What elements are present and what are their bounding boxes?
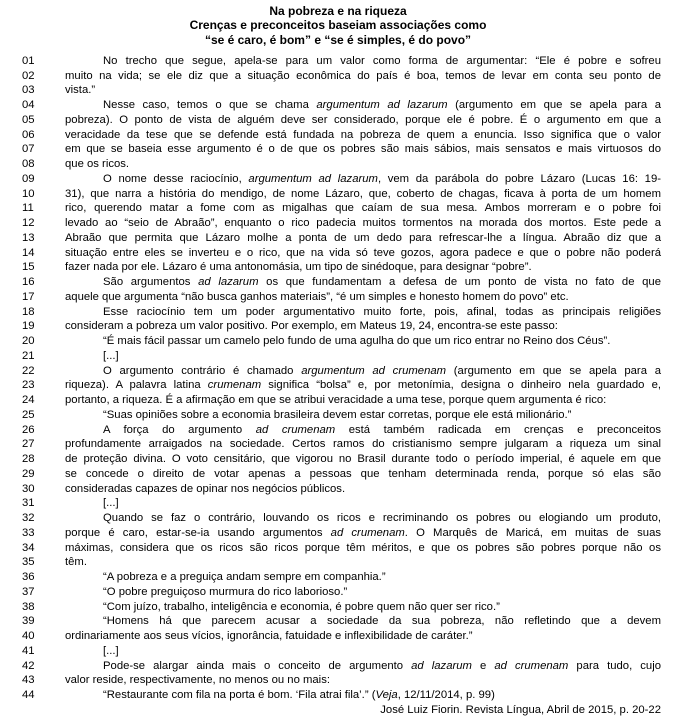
text-line: [0, 98, 676, 113]
line-number: 03: [22, 84, 35, 97]
text-line: [0, 378, 676, 393]
line-text: têm.: [65, 556, 87, 569]
line-text: “Homens há que parecem acusar a sociedade da sua pobreza, não refletindo que a devem: [103, 615, 661, 628]
line-number: 41: [22, 644, 35, 657]
line-text: consideradas capazes de opinar nos negócios públicos.: [65, 482, 346, 495]
line-text: Quando se faz o contrário, louvando os ricos e recriminando os pobres ou elogiando um produto,: [103, 512, 661, 525]
line-number: 14: [22, 246, 35, 259]
text-line: [0, 69, 676, 84]
line-number: 40: [22, 630, 35, 643]
line-text: de proteção divina. O voto censitário, que vigorou no Brasil durante todo o período imperial, é aquele em que: [65, 453, 661, 466]
line-number: 11: [22, 202, 34, 215]
line-text: levado ao “seio de Abraão”, enquanto o rico padecia muitos tormentos na morada dos mortos. Este pede a: [65, 217, 661, 230]
line-text: profundamente arraigados na sociedade. Certos ramos do cristianismo sempre julgaram a riqueza um sinal: [65, 438, 661, 451]
text-line: [0, 260, 676, 275]
document-title: Na pobreza e na riqueza: [269, 4, 407, 18]
text-line: [0, 688, 676, 703]
document-subtitle-line-1: Crenças e preconceitos baseiam associações como: [189, 18, 487, 33]
line-number: 06: [22, 128, 35, 141]
line-text: No trecho que segue, apela-se para um valor como forma de argumentar: “Ele é pobre e sofreu: [103, 54, 661, 67]
line-text: Pode-se alargar ainda mais o conceito de argumento ad lazarum e ad crumenam para tudo, cujo: [103, 659, 661, 672]
line-text: “Restaurante com fila na porta é bom. ‘Fila atrai fila’.” (Veja, 12/11/2014, p. 99): [103, 689, 495, 702]
line-text: “Suas opiniões sobre a economia brasileira devem estar corretas, porque ele está milionário.”: [103, 408, 572, 421]
line-text: situação entre eles se inverteu e o rico, que na vida só teve gozos, agora padece e que o pobre não poderá: [65, 246, 661, 259]
line-number: 29: [22, 467, 35, 480]
line-number: 22: [22, 364, 35, 377]
text-line: [0, 526, 676, 541]
line-text: valor reside, respectivamente, no menos ou no mais:: [65, 674, 330, 687]
line-number: 17: [22, 290, 35, 303]
line-text: fazer nada por ele. Lázaro é uma antonomásia, um tipo de sinédoque, para designar “pobre”.: [65, 261, 532, 274]
line-number: 09: [22, 172, 35, 185]
line-number: 33: [22, 526, 35, 539]
line-text: [...]: [103, 349, 119, 362]
text-line: [0, 673, 676, 688]
line-number: 15: [22, 261, 35, 274]
text-lines: [0, 54, 676, 703]
line-number: 28: [22, 453, 35, 466]
text-line: [0, 570, 676, 585]
line-text: O nome desse raciocínio, argumentum ad lazarum, vem da parábola do pobre Lázaro (Lucas 16: 19-: [103, 172, 662, 185]
line-text: vista.”: [65, 84, 96, 97]
text-line: [0, 467, 676, 482]
line-number: 24: [22, 394, 35, 407]
line-text: portanto, a riqueza. É a afirmação em que se atribui veracidade a uma tese, porque quem argumenta é rico:: [65, 394, 607, 407]
line-text: em que se baseia esse argumento é o de que os pobres são mais sábios, mais sensatos e mais virtuosos do: [65, 143, 661, 156]
line-number: 04: [22, 99, 35, 112]
text-line: [0, 644, 676, 659]
text-line: [0, 201, 676, 216]
text-line: [0, 83, 676, 98]
line-number: 21: [22, 349, 35, 362]
line-text: “O pobre preguiçoso murmura do rico laborioso.”: [103, 585, 348, 598]
line-text: Nesse caso, temos o que se chama argumentum ad lazarum (argumento em que se apela para a: [103, 99, 661, 112]
text-line: [0, 128, 676, 143]
line-number: 20: [22, 335, 35, 348]
text-line: [0, 659, 676, 674]
text-line: [0, 172, 676, 187]
text-line: [0, 541, 676, 556]
text-line: [0, 334, 676, 349]
text-line: [0, 54, 676, 69]
line-text: “Com juízo, trabalho, inteligência e economia, é pobre quem não quer ser rico.”: [103, 600, 500, 613]
text-line: [0, 216, 676, 231]
line-number: 23: [22, 379, 35, 392]
line-text: riqueza). A palavra latina crumenam significa “bolsa” e, por metonímia, designa o dinheiro nela guardado e,: [65, 379, 661, 392]
line-number: 32: [22, 512, 35, 525]
title-block: [0, 4, 676, 47]
line-number: 36: [22, 571, 35, 584]
text-line: [0, 319, 676, 334]
text-line: [0, 511, 676, 526]
line-text: O argumento contrário é chamado argumentum ad crumenam (argumento em que se apela para a: [103, 364, 662, 377]
line-number: 30: [22, 482, 35, 495]
text-line: [0, 364, 676, 379]
line-text: [...]: [103, 644, 119, 657]
line-text: A força do argumento ad crumenam está também radicada em crenças e preconceitos: [103, 423, 661, 436]
line-text: [...]: [103, 497, 119, 510]
line-text: “A pobreza e a preguiça andam sempre em companhia.”: [103, 571, 386, 584]
text-line: [0, 555, 676, 570]
text-line: [0, 437, 676, 452]
source-attribution: José Luiz Fiorin. Revista Língua, Abril de 2015, p. 20-22: [380, 703, 661, 716]
line-text: se concede o direito de votar apenas a pessoas que tenham determinada renda, porque só elas são: [65, 467, 661, 480]
text-line: [0, 187, 676, 202]
line-number: 01: [22, 54, 35, 67]
line-number: 16: [22, 276, 35, 289]
line-number: 07: [22, 143, 35, 156]
line-text: muito na vida; se ele diz que a situação econômica do país é boa, temos de levar em conta seu ponto de: [65, 69, 661, 82]
line-number: 43: [22, 674, 35, 687]
line-text: 31), que narra a história do mendigo, de nome Lázaro, que, coberto de chagas, ficava à porta de um homem: [65, 187, 661, 200]
line-text: Abraão que permita que Lázaro molhe a ponta de um dedo para refrescar-lhe a língua. Abraão diz que a: [65, 231, 661, 244]
text-line: [0, 393, 676, 408]
line-number: 13: [22, 231, 35, 244]
line-text: máximas, considera que os ricos são ricos porque têm méritos, e que os pobres são pobres porque não os: [65, 541, 661, 554]
text-line: [0, 600, 676, 615]
line-text: Esse raciocínio tem um poder argumentativo muito forte, pois, afinal, todas as principais religiões: [103, 305, 661, 318]
text-line: [0, 452, 676, 467]
line-number: 08: [22, 158, 35, 171]
line-number: 05: [22, 113, 35, 126]
text-line: [0, 275, 676, 290]
text-line: [0, 349, 676, 364]
line-number: 18: [22, 305, 35, 318]
line-number: 34: [22, 541, 35, 554]
line-text: veracidade da tese que se defende está fundada na pobreza de quem a enuncia. Isso significa que o valor: [65, 128, 661, 141]
text-line: [0, 113, 676, 128]
text-line: [0, 496, 676, 511]
line-number: 02: [22, 69, 35, 82]
text-line: [0, 246, 676, 261]
text-line: [0, 305, 676, 320]
text-line: [0, 614, 676, 629]
line-number: 38: [22, 600, 35, 613]
document-subtitle-line-2: “se é caro, é bom” e “se é simples, é do povo”: [204, 32, 472, 47]
text-line: [0, 290, 676, 305]
text-line: [0, 142, 676, 157]
line-number: 35: [22, 556, 35, 569]
line-text: São argumentos ad lazarum os que fundamentam a defesa de um ponto de vista no fato de que: [103, 276, 661, 289]
line-number: 27: [22, 438, 35, 451]
text-line: [0, 408, 676, 423]
line-number: 39: [22, 615, 35, 628]
line-text: consideram a pobreza um valor positivo. Por exemplo, em Mateus 19, 24, encontra-se este passo:: [65, 320, 558, 333]
text-line: [0, 482, 676, 497]
line-number: 37: [22, 585, 35, 598]
line-number: 12: [22, 217, 35, 230]
line-number: 26: [22, 423, 35, 436]
text-line: [0, 585, 676, 600]
text-line: [0, 629, 676, 644]
line-text: porque é caro, estar-se-ia usando argumentos ad crumenam. O Marquês de Maricá, em muitas de suas: [65, 526, 661, 539]
line-number: 10: [22, 187, 35, 200]
line-text: “É mais fácil passar um camelo pelo fundo de uma agulha do que um rico entrar no Reino dos Céus”.: [103, 335, 611, 348]
line-number: 44: [22, 689, 35, 702]
line-text: pobreza). O ponto de vista de alguém deve ser considerado, porque ele é pobre. É o argumento em que a: [65, 113, 661, 126]
text-line: [0, 423, 676, 438]
line-text: rico, querendo matar a fome com as migalhas que caíam de sua mesa. Ambos morreram e o pobre foi: [65, 202, 661, 215]
line-text: ordinariamente aos seus vícios, ignorância, fatuidade e inflexibilidade de caráter.”: [65, 630, 473, 643]
line-number: 42: [22, 659, 35, 672]
line-number: 25: [22, 408, 35, 421]
text-line: [0, 157, 676, 172]
text-line: [0, 231, 676, 246]
line-number: 19: [22, 320, 35, 333]
line-number: 31: [22, 497, 35, 510]
line-text: que os ricos.: [65, 158, 130, 171]
line-text: aquele que argumenta “não busca ganhos materiais”, “é um simples e honesto homem do povo” etc.: [65, 290, 569, 303]
